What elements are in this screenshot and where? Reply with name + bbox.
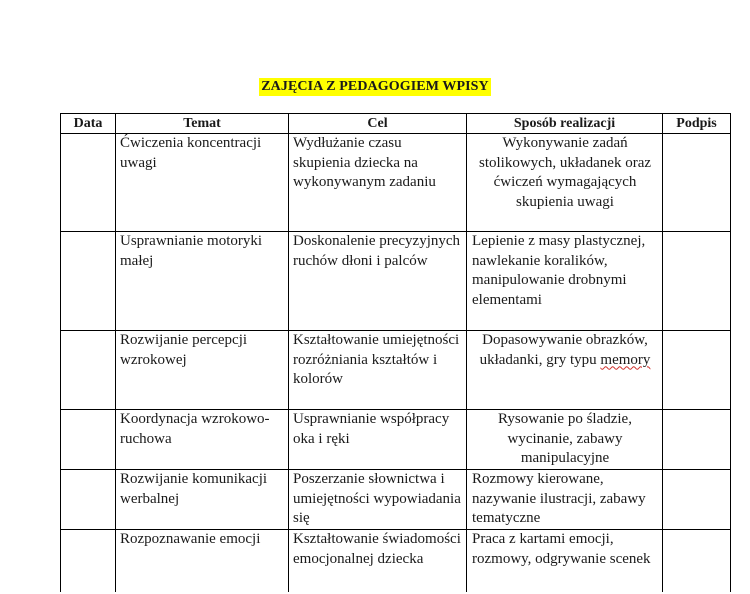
cell-temat: Rozwijanie percepcji wzrokowej [116, 331, 289, 410]
activities-table [60, 113, 731, 592]
table-row [61, 530, 731, 592]
table-row [61, 410, 731, 470]
title-wrapper [0, 77, 750, 96]
cell-podpis [663, 530, 731, 592]
cell-temat: Rozwijanie komunikacji werbalnej [116, 470, 289, 530]
table-header-row [61, 114, 731, 134]
cell-sposob: Lepienie z masy plastycznej, nawlekanie koralików, manipulowanie drobnymi elementami [467, 232, 663, 331]
table-row [61, 134, 731, 232]
cell-sposob: Wykonywanie zadań stolikowych, układanek oraz ćwiczeń wymagających skupienia uwagi [467, 134, 663, 232]
sposob-text: Dopasowywanie obrazków, układanki, gry typu [479, 332, 648, 368]
cell-temat: Usprawnianie motoryki małej [116, 232, 289, 331]
header-data: Data [61, 114, 116, 134]
table-row [61, 470, 731, 530]
header-podpis: Podpis [663, 114, 731, 134]
cell-cel: Kształtowanie umiejętności rozróżniania kształtów i kolorów [289, 331, 467, 410]
spellcheck-word: memory [600, 351, 651, 368]
cell-data [61, 410, 116, 470]
header-temat: Temat [116, 114, 289, 134]
cell-temat: Koordynacja wzrokowo-ruchowa [116, 410, 289, 470]
cell-cel: Usprawnianie współpracy oka i ręki [289, 410, 467, 470]
cell-sposob: Rysowanie po śladzie, wycinanie, zabawy manipulacyjne [467, 410, 663, 470]
cell-podpis [663, 470, 731, 530]
cell-cel: Poszerzanie słownictwa i umiejętności wypowiadania się [289, 470, 467, 530]
cell-cel: Kształtowanie świadomości emocjonalnej dziecka [289, 530, 467, 592]
cell-data [61, 134, 116, 232]
cell-temat: Ćwiczenia koncentracji uwagi [116, 134, 289, 232]
cell-cel: Doskonalenie precyzyjnych ruchów dłoni i palców [289, 232, 467, 331]
table-row [61, 232, 731, 331]
cell-podpis [663, 331, 731, 410]
cell-data [61, 530, 116, 592]
cell-sposob: Praca z kartami emocji, rozmowy, odgrywanie scenek [467, 530, 663, 592]
cell-cel: Wydłużanie czasu skupienia dziecka na wykonywanym zadaniu [289, 134, 467, 232]
cell-podpis [663, 232, 731, 331]
cell-data [61, 331, 116, 410]
cell-data [61, 470, 116, 530]
cell-sposob: Rozmowy kierowane, nazywanie ilustracji, zabawy tematyczne [467, 470, 663, 530]
header-sposob: Sposób realizacji [467, 114, 663, 134]
document-title: ZAJĘCIA Z PEDAGOGIEM WPISY [261, 79, 489, 94]
table-row [61, 331, 731, 410]
cell-podpis [663, 134, 731, 232]
cell-sposob [467, 331, 663, 410]
cell-temat: Rozpoznawanie emocji [116, 530, 289, 592]
cell-data [61, 232, 116, 331]
cell-podpis [663, 410, 731, 470]
header-cel: Cel [289, 114, 467, 134]
